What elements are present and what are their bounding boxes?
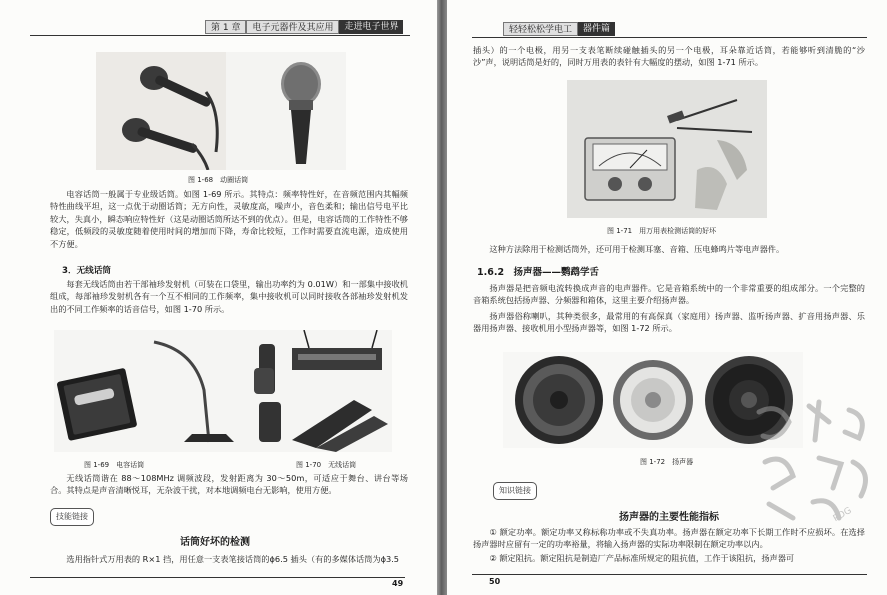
figure-1-69-caption: 图 1-69 电容话筒: [84, 461, 145, 469]
left-page: [0, 0, 437, 595]
header-rule: [472, 37, 867, 38]
figure-1-71-caption: 图 1-71 用万用表检测话筒的好坏: [607, 227, 717, 235]
right-page: [447, 0, 887, 595]
figure-condenser-and-wireless-mic: [54, 330, 392, 452]
section-heading-speaker: 1.6.2 扬声器——鹦鹉学舌: [477, 267, 600, 278]
book-title: 轻轻松松学电工: [503, 22, 578, 36]
section-tag: 器件篇: [578, 22, 615, 36]
subheading-wireless-mic: 3．无线话筒: [62, 266, 111, 276]
paragraph-method-use: 这种方法除用于检测话筒外，还可用于检测耳塞、音箱、压电蜂鸣片等电声器件。: [489, 244, 785, 254]
tip-title-speaker-specs: 扬声器的主要性能指标: [619, 512, 719, 523]
header-rule: [30, 35, 410, 36]
section-tag: 走进电子世界: [339, 20, 403, 34]
figure-1-70-caption: 图 1-70 无线话筒: [296, 461, 357, 469]
left-running-header: [205, 20, 403, 34]
chapter-title: 电子元器件及其应用: [246, 20, 339, 34]
page-number-right: 50: [489, 577, 501, 586]
paragraph-condenser-mic: 电容话筒一般属于专业级话筒。如图 1-69 所示。其特点：频率特性好，在音频范围内其幅频特性曲线平坦，这一点优于动圈话筒；无方向性，灵敏度高，噪声小，音色柔和；输出信号电平比较大，失真小，瞬态响应特性好（这是动圈话筒所达不到的优点）。但是，电容话筒的工作特性不够稳定，低频段的灵敏度随着使用时间的增加而下降，寿命比较短，工作时需要直流电源，造成使用不方便。: [50, 189, 408, 249]
tip-title-mic-test: 话筒好坏的检测: [180, 537, 250, 548]
page-number-left: 49: [392, 579, 404, 588]
paragraph-wireless-features: 无线话筒谐在 88～108MHz 调频波段，发射距离为 30～50m，可适应于舞台、讲台等场合。其特点是声音清晰悦耳，无杂波干扰，对本地调频电台无影响，使用方便。: [50, 473, 408, 496]
chapter-number: 第 1 章: [205, 20, 246, 34]
paragraph-speaker-intro: 扬声器是把音频电流转换成声音的电声器件。它是音箱系统中的一个非常重要的组成部分。一个完整的音箱系统包括扬声器、分频器和箱体，这里主要介绍扬声器。: [473, 283, 865, 306]
figure-dynamic-microphone: [96, 52, 346, 170]
book-gutter: [437, 0, 447, 595]
paragraph-mic-test: 选用指针式万用表的 R×1 挡，用任意一支表笔接话筒的ϕ6.5 插头（有的多媒体话筒为ϕ3.5: [66, 554, 399, 564]
multimeter-test-photo: [567, 80, 767, 218]
figure-1-68-caption: 图 1-68 动圈话筒: [188, 176, 249, 184]
paragraph-speaker-types: 扬声器俗称喇叭，其种类很多，最常用的有高保真（家庭用）扬声器、监听扬声器、扩音用扬声器、乐器用扬声器、接收机用小型扬声器等，如图 1-72 所示。: [473, 311, 865, 334]
paragraph-mic-test-continued: 插头）的一个电极，用另一支表笔断续碰触插头的另一个电极，耳朵靠近话筒，若能够听到清脆的“沙沙”声，说明话筒是好的，同时万用表的表针有大幅度的摆动，如图 1-71 所示。: [473, 45, 865, 68]
figure-multimeter-mic-test: [567, 80, 767, 218]
seal-mark: [749, 392, 881, 532]
pdg-watermark-seal: [749, 392, 881, 532]
knowledge-link-badge: 知识链接: [493, 482, 537, 500]
figure-1-72-caption: 图 1-72 扬声器: [640, 458, 694, 466]
paragraph-wireless-mic: 每套无线话筒由若干部袖珍发射机（可装在口袋里，输出功率约为 0.01W）和一部集中接收机组成，每部袖珍发射机各有一个互不相同的工作频率，集中接收机可以同时接收各部袖珍发射机发出的不同工作频率的话音信号，如图 1-70 所示。: [50, 279, 408, 314]
condenser-wireless-mic-photo: [54, 330, 392, 452]
watermark-text: PDG: [831, 505, 854, 525]
bottom-rule: [30, 577, 405, 578]
dynamic-microphone-photo: [96, 52, 346, 170]
bottom-rule: [472, 574, 867, 575]
item-rated-impedance: ② 额定阻抗。额定阻抗是制造厂产品标准所规定的阻抗值，工作于该阻抗，扬声器可: [489, 553, 795, 563]
skill-link-badge: 技能链接: [50, 508, 94, 526]
right-running-header: [503, 22, 615, 36]
item-rated-power: ① 额定功率。额定功率又称标称功率或不失真功率。扬声器在额定功率下长期工作时不应损坏。在选择扬声器时应留有一定的功率裕量，将输入扬声器的实际功率限制在额定功率以内。: [473, 527, 865, 550]
